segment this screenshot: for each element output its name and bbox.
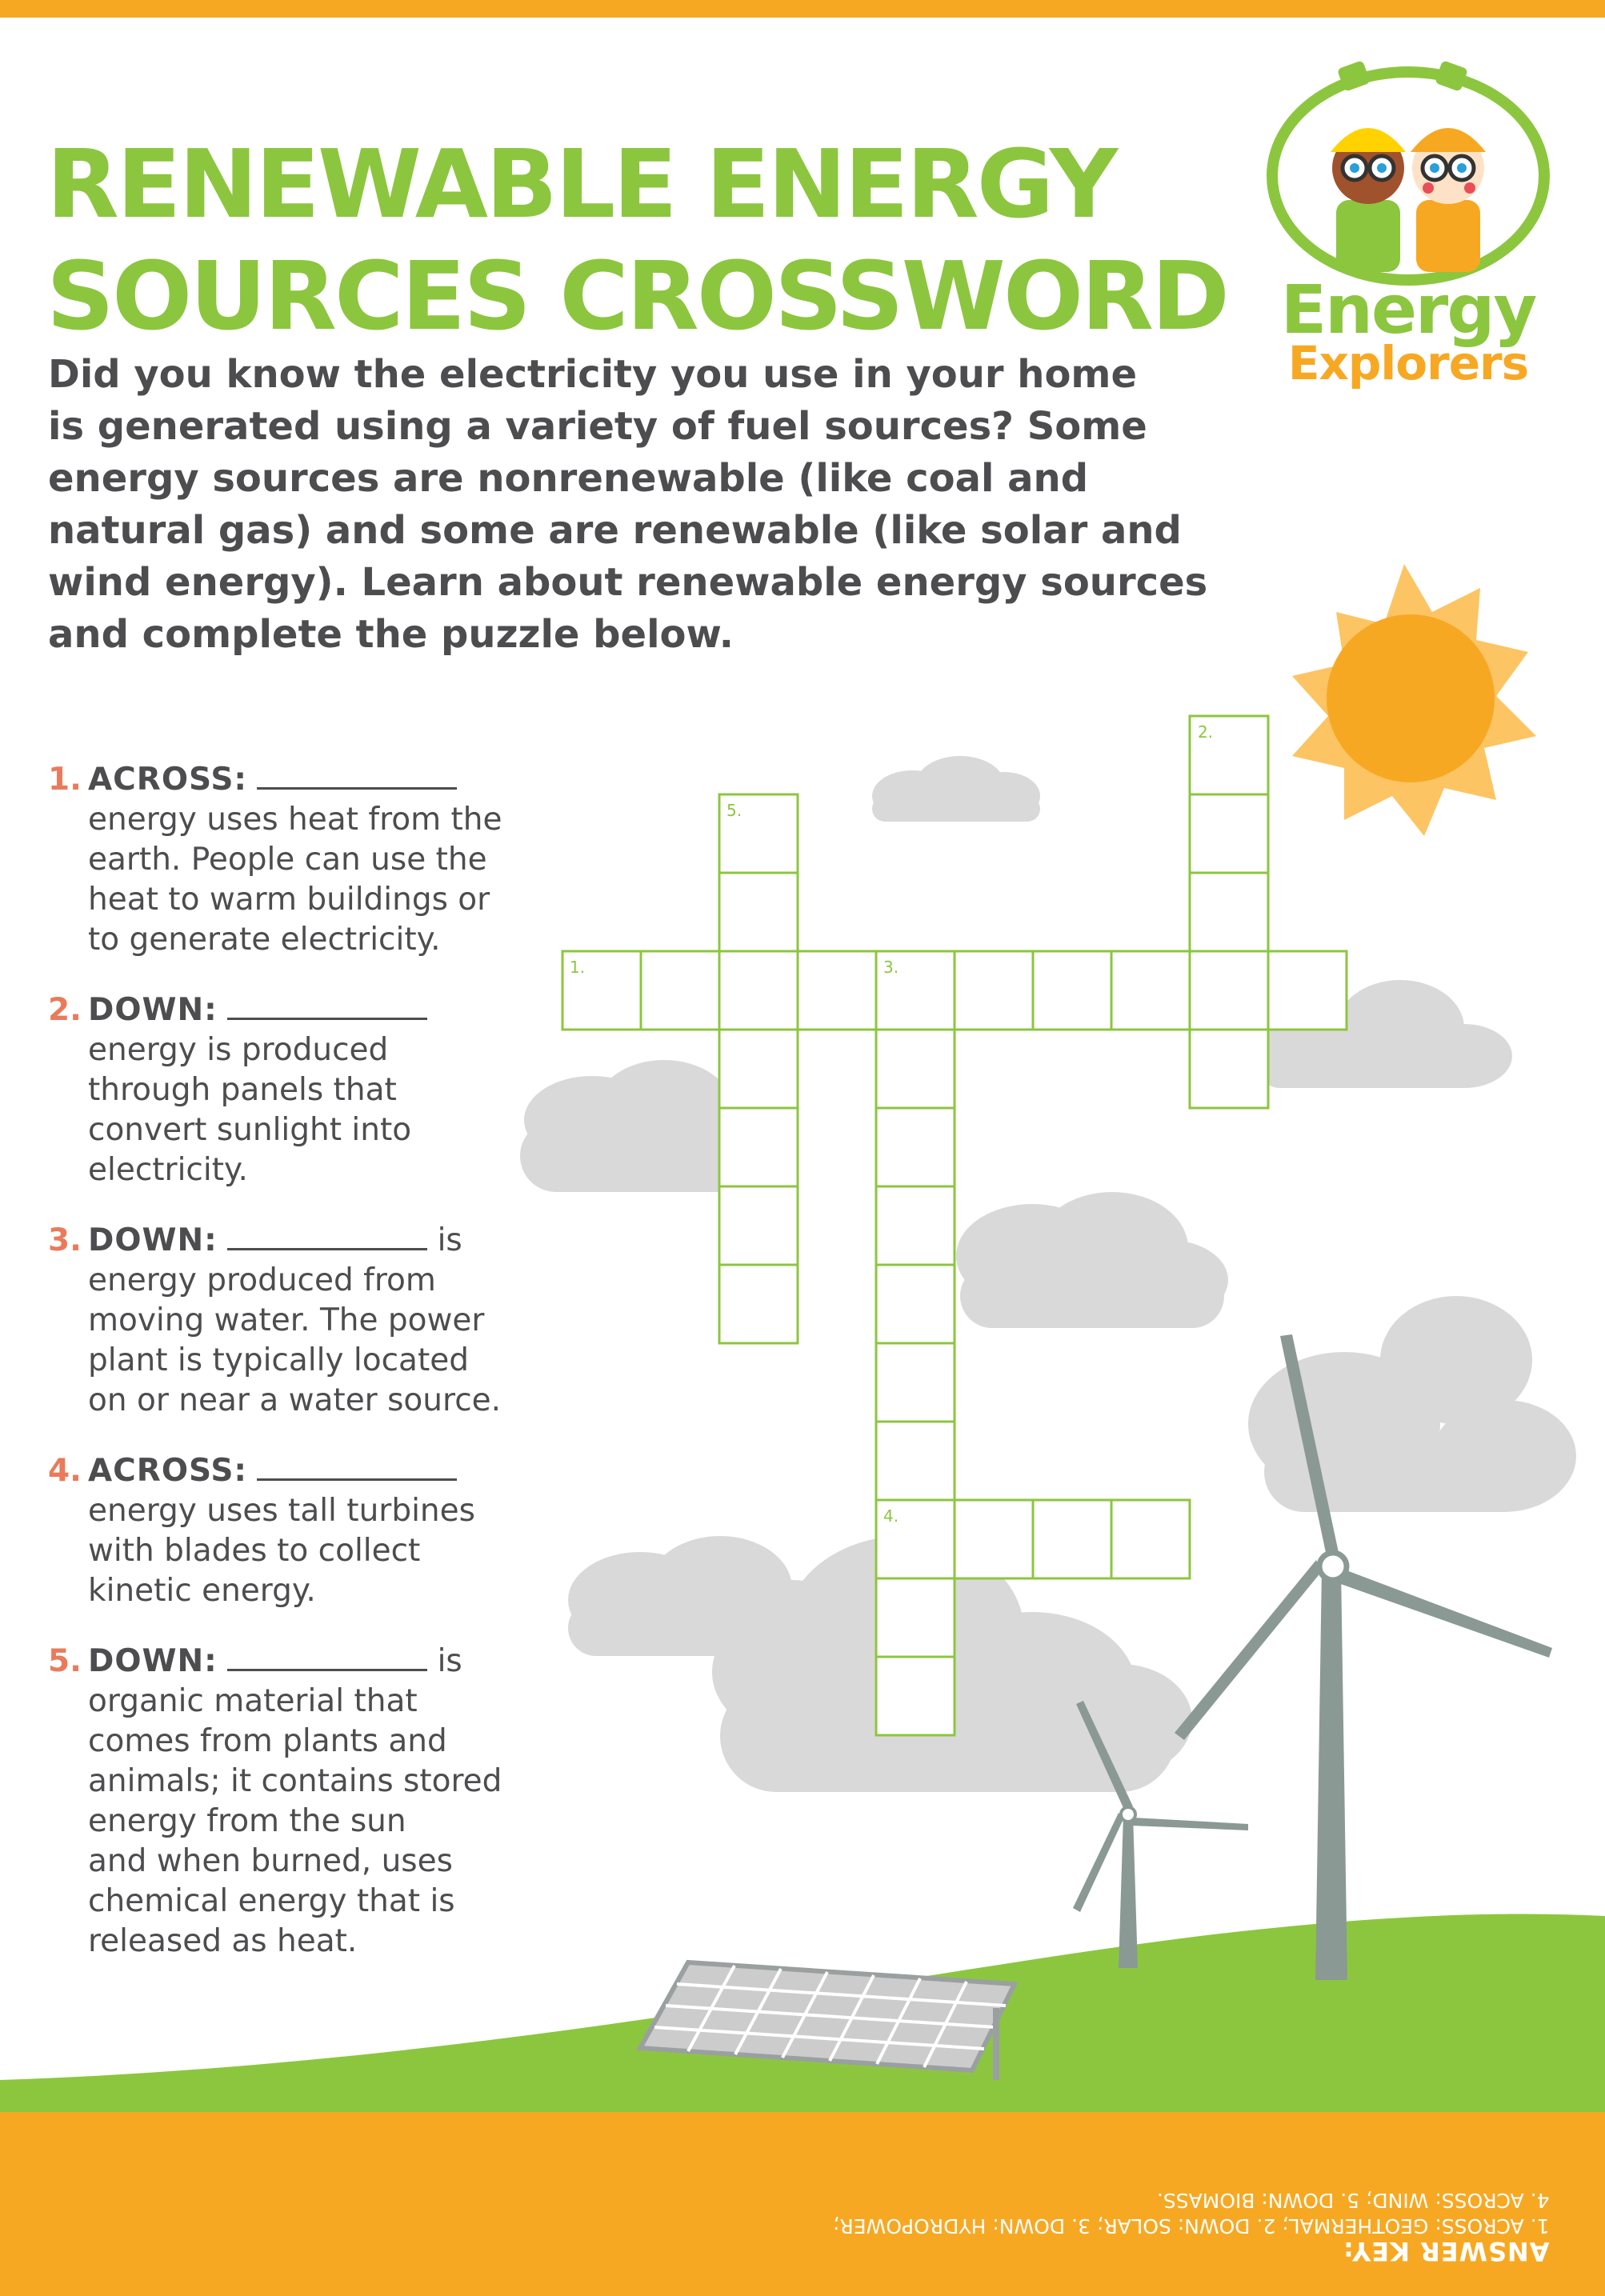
clue-text: and when burned, uses (88, 1843, 453, 1879)
clue-direction: ACROSS: (88, 762, 248, 798)
intro-line: natural gas) and some are renewable (like solar and (48, 508, 1182, 553)
intro-paragraph (48, 349, 1216, 661)
grid-cell[interactable] (1033, 1500, 1111, 1578)
grid-cell[interactable] (1190, 794, 1268, 873)
grid-cell[interactable] (876, 1578, 955, 1657)
grid-cell[interactable] (876, 1108, 955, 1186)
grid-cell[interactable] (1190, 1030, 1268, 1108)
grid-cell[interactable] (876, 1265, 955, 1343)
clue-text: chemical energy that is (88, 1883, 455, 1919)
grid-cell[interactable] (876, 1030, 955, 1108)
clue-number: 5. (48, 1643, 82, 1679)
clue-direction: DOWN: (88, 1222, 218, 1258)
clue-number: 3. (48, 1222, 82, 1258)
answer-key-line: 1. ACROSS: GEOTHERMAL; 2. DOWN: SOLAR; 3. DOWN: HYDROPOWER; (832, 2214, 1549, 2238)
clue-direction: DOWN: (88, 992, 218, 1028)
grid-cell[interactable] (719, 951, 798, 1030)
clue-text: electricity. (88, 1152, 248, 1188)
clue-text: energy is produced (88, 1032, 389, 1068)
grid-cell[interactable] (719, 873, 798, 951)
clue-text: energy produced from (88, 1262, 436, 1298)
grid-cell[interactable] (719, 1186, 798, 1265)
clue-number: 1. (48, 762, 82, 798)
clue-text: energy from the sun (88, 1803, 406, 1839)
grid-cell[interactable] (1268, 951, 1347, 1030)
answer-key-line: 4. ACROSS: WIND; 5. DOWN: BIOMASS. (1156, 2189, 1549, 2212)
grid-cell[interactable] (719, 1030, 798, 1108)
footer-band (0, 2112, 1605, 2296)
grid-number-1: 1. (570, 958, 586, 977)
clue-text: comes from plants and (88, 1723, 447, 1759)
clue-number: 2. (48, 992, 82, 1028)
sun-illustration (1292, 564, 1536, 836)
answer-blank[interactable] (227, 990, 427, 1020)
clue-text: with blades to collect (88, 1533, 421, 1569)
answer-key-title: ANSWER KEY: (1342, 2236, 1549, 2266)
clue-text: energy uses heat from the (88, 802, 502, 838)
clue-text: to generate electricity. (88, 922, 441, 958)
intro-line: wind energy). Learn about renewable energy sources (48, 560, 1208, 605)
cloud-center (956, 1192, 1228, 1328)
grid-cell[interactable] (1190, 951, 1268, 1030)
clue-text: through panels that (88, 1072, 397, 1108)
grid-cell[interactable] (1111, 951, 1190, 1030)
clue-2 (48, 990, 544, 1190)
clue-direction: ACROSS: (88, 1453, 248, 1489)
clue-1 (48, 760, 544, 960)
intro-line: Did you know the electricity you use in your home (48, 352, 1137, 397)
clue-text: on or near a water source. (88, 1382, 502, 1418)
answer-blank[interactable] (227, 1221, 427, 1250)
answer-blank[interactable] (257, 760, 457, 790)
clue-text: earth. People can use the (88, 842, 487, 878)
grid-cell[interactable] (1190, 873, 1268, 951)
grid-cell[interactable] (719, 1108, 798, 1186)
clue-text: convert sunlight into (88, 1112, 412, 1148)
clue-text: heat to warm buildings or (88, 882, 490, 918)
clue-4 (48, 1451, 544, 1611)
clue-text: animals; it contains stored (88, 1763, 502, 1799)
grid-number-2: 2. (1198, 722, 1214, 742)
clue-3 (48, 1221, 544, 1421)
intro-line: and complete the puzzle below. (48, 612, 734, 657)
answer-key (833, 2187, 1549, 2264)
clue-text: plant is typically located (88, 1342, 469, 1378)
grid-cell[interactable] (876, 1343, 955, 1422)
grid-cell[interactable] (641, 951, 719, 1030)
grid-cell[interactable] (798, 951, 876, 1030)
grid-number-4: 4. (883, 1506, 899, 1526)
clue-suffix: is (437, 1643, 462, 1679)
intro-line: energy sources are nonrenewable (like coal and (48, 456, 1089, 501)
grid-number-5: 5. (726, 801, 742, 820)
grid-cell[interactable] (1111, 1500, 1190, 1578)
logo-word-energy: Energy (1280, 270, 1536, 349)
grid-number-3: 3. (883, 958, 899, 977)
clue-5 (48, 1642, 544, 1962)
grid-cell[interactable] (1033, 951, 1111, 1030)
mascot-left (1331, 128, 1406, 272)
grid-cell[interactable] (876, 1422, 955, 1500)
logo-word-explorers: Explorers (1287, 336, 1529, 390)
intro-line: is generated using a variety of fuel sources? Some (48, 404, 1147, 449)
clue-number: 4. (48, 1453, 82, 1489)
clue-text: released as heat. (88, 1923, 358, 1959)
title-line-1: RENEWABLE ENERGY (46, 129, 1116, 239)
grid-cell[interactable] (876, 1657, 955, 1735)
clouds (520, 756, 1576, 1792)
clue-suffix: is (437, 1222, 462, 1258)
clue-text: organic material that (88, 1683, 418, 1719)
clue-text: kinetic energy. (88, 1573, 316, 1609)
grid-cell[interactable] (955, 951, 1033, 1030)
clue-direction: DOWN: (88, 1643, 218, 1679)
page-title (46, 128, 1247, 352)
answer-blank[interactable] (227, 1642, 427, 1671)
clue-list (48, 760, 544, 1992)
title-line-2: SOURCES CROSSWORD (46, 241, 1227, 351)
cloud-top (872, 756, 1040, 822)
mascot-right (1411, 128, 1486, 272)
clue-text: energy uses tall turbines (88, 1493, 475, 1529)
grid-cell[interactable] (955, 1500, 1033, 1578)
clue-text: moving water. The power (88, 1302, 485, 1338)
grid-cell[interactable] (719, 1265, 798, 1343)
answer-blank[interactable] (257, 1451, 457, 1481)
grid-cell[interactable] (876, 1186, 955, 1265)
